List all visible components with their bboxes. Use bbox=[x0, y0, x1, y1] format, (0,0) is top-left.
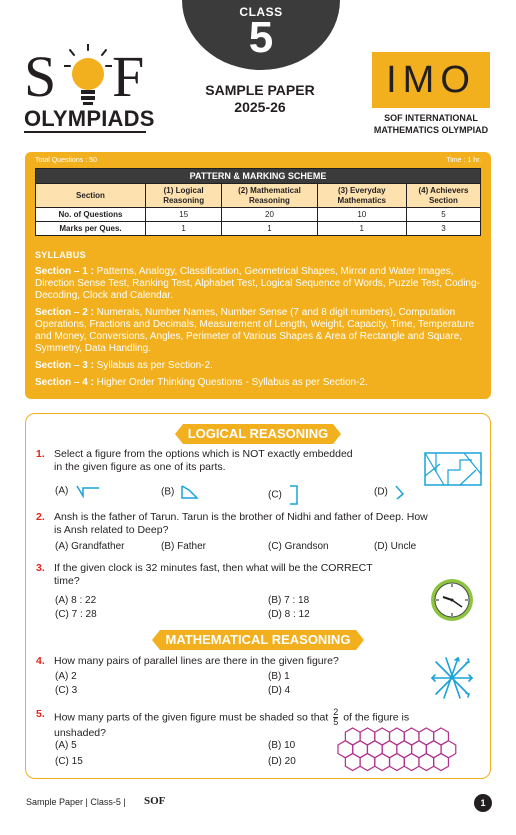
hexagon-cell bbox=[404, 754, 419, 771]
option-a[interactable]: (A) 2 bbox=[55, 671, 77, 682]
question-text bbox=[54, 511, 428, 537]
option-a[interactable] bbox=[55, 484, 101, 498]
syllabus-section-label: Section – 4 : bbox=[35, 377, 94, 388]
option-c[interactable]: (C) 3 bbox=[55, 685, 78, 696]
option-d[interactable]: (D) Uncle bbox=[374, 541, 417, 552]
fraction-numerator: 2 bbox=[333, 707, 339, 717]
question-line: If the given clock is 32 minutes fast, then what will be the CORRECT bbox=[54, 562, 373, 574]
page-number: 1 bbox=[474, 794, 492, 812]
option-label: (C) bbox=[268, 489, 282, 501]
hexagon-cell bbox=[375, 754, 390, 771]
question-number: 1. bbox=[36, 448, 45, 460]
option-c[interactable]: (C) 7 : 28 bbox=[55, 609, 97, 620]
table-row bbox=[36, 222, 481, 236]
table-cell: 1 bbox=[222, 222, 317, 236]
syllabus-heading: SYLLABUS bbox=[35, 250, 86, 260]
question-line: in the given figure as one of its parts. bbox=[54, 461, 226, 473]
shape-option-b-icon bbox=[179, 484, 199, 500]
hexagon-cell bbox=[345, 754, 360, 771]
question-number: 2. bbox=[36, 511, 45, 523]
table-cell: 10 bbox=[317, 208, 406, 222]
hexagon-cell bbox=[419, 754, 434, 771]
sof-logo-f: F bbox=[112, 44, 145, 109]
shape-option-c-icon bbox=[287, 484, 301, 506]
imo-subtitle-line2: MATHEMATICS OLYMPIAD bbox=[373, 125, 489, 135]
class-badge bbox=[182, 0, 340, 70]
syllabus bbox=[35, 249, 481, 394]
syllabus-section-text: Patterns, Analogy, Classification, Geometrical Shapes, Mirror and Water Images, Direction Sense Test, Ranking Test, Alphabet Test, Logical Sequence of Words, Puzzle Test, Coding-Decoding, Clock and Calendar. bbox=[35, 266, 480, 301]
question-line: is Ansh related to Deep? bbox=[54, 524, 169, 536]
syllabus-section-label: Section – 2 : bbox=[35, 307, 94, 318]
exam-time: Time : 1 hr. bbox=[446, 157, 481, 164]
table-title: PATTERN & MARKING SCHEME bbox=[36, 169, 481, 184]
syllabus-section-text: Higher Order Thinking Questions - Syllabus as per Section-2. bbox=[93, 377, 368, 388]
question-text bbox=[54, 448, 353, 474]
arrows-figure-icon bbox=[428, 654, 476, 702]
option-b[interactable]: (B) 10 bbox=[268, 740, 296, 751]
hexagon-cell bbox=[390, 754, 405, 771]
question-line: of the figure is bbox=[343, 711, 410, 724]
table-header: Section bbox=[36, 184, 146, 208]
question-number: 3. bbox=[36, 562, 45, 574]
table-cell: Marks per Ques. bbox=[36, 222, 146, 236]
option-label: (A) bbox=[55, 485, 69, 497]
question-line: Ansh is the father of Tarun. Tarun is the brother of Nidhi and father of Deep. How bbox=[54, 511, 428, 523]
table-cell: No. of Questions bbox=[36, 208, 146, 222]
table-header: (2) Mathematical Reasoning bbox=[222, 184, 317, 208]
option-d[interactable]: (D) 4 bbox=[268, 685, 291, 696]
paper-title bbox=[190, 82, 330, 116]
syllabus-section-3 bbox=[35, 360, 481, 372]
hexagon-cell bbox=[360, 754, 375, 771]
questions-panel bbox=[25, 413, 491, 779]
paper-year: 2025-26 bbox=[234, 99, 286, 115]
shape-option-a-icon bbox=[75, 484, 101, 498]
embedded-figure-icon bbox=[424, 452, 482, 486]
question-line: Select a figure from the options which is NOT exactly embedded bbox=[54, 448, 353, 460]
paper-title-text: SAMPLE PAPER bbox=[205, 82, 315, 98]
bulb-icon bbox=[64, 44, 112, 108]
question-line: time? bbox=[54, 575, 80, 587]
option-c[interactable]: (C) Grandson bbox=[268, 541, 329, 552]
option-label: (D) bbox=[374, 486, 388, 498]
sof-logo-underline bbox=[24, 131, 146, 133]
question-text: How many pairs of parallel lines are there in the given figure? bbox=[54, 655, 339, 667]
table-cell: 15 bbox=[146, 208, 222, 222]
hexagon-grid-figure bbox=[336, 726, 484, 780]
class-number: 5 bbox=[248, 13, 274, 62]
class-label: CLASS bbox=[239, 5, 283, 19]
option-label: (B) bbox=[161, 486, 175, 498]
table-cell: 3 bbox=[406, 222, 480, 236]
option-d[interactable]: (D) 20 bbox=[268, 756, 296, 767]
syllabus-section-text: Syllabus as per Section-2. bbox=[93, 360, 213, 371]
shape-option-d-icon bbox=[393, 484, 409, 500]
question-text bbox=[54, 562, 373, 588]
option-c[interactable]: (C) 15 bbox=[55, 756, 83, 767]
syllabus-section-label: Section – 1 : bbox=[35, 266, 94, 277]
sof-olympiads-logo bbox=[24, 30, 155, 134]
option-b[interactable]: (B) Father bbox=[161, 541, 207, 552]
option-a[interactable]: (A) 8 : 22 bbox=[55, 595, 97, 606]
table-cell: 1 bbox=[317, 222, 406, 236]
question-line: How many parts of the given figure must be shaded so that bbox=[54, 711, 329, 724]
section-banner-logical bbox=[183, 424, 333, 444]
question-number: 5. bbox=[36, 708, 45, 720]
footer-brand: SOF bbox=[144, 795, 166, 807]
option-d[interactable] bbox=[374, 484, 409, 500]
sof-logo-s: S bbox=[24, 44, 57, 109]
table-cell: 1 bbox=[146, 222, 222, 236]
total-questions: Total Questions : 50 bbox=[35, 157, 97, 164]
imo-logo-text: IMO bbox=[386, 59, 476, 101]
option-b[interactable]: (B) 1 bbox=[268, 671, 290, 682]
option-d[interactable]: (D) 8 : 12 bbox=[268, 609, 310, 620]
table-cell: 5 bbox=[406, 208, 480, 222]
option-a[interactable]: (A) Grandfather bbox=[55, 541, 125, 552]
syllabus-section-2 bbox=[35, 307, 481, 355]
table-header: (3) Everyday Mathematics bbox=[317, 184, 406, 208]
option-b[interactable]: (B) 7 : 18 bbox=[268, 595, 310, 606]
table-header: (4) Achievers Section bbox=[406, 184, 480, 208]
imo-subtitle-line1: SOF INTERNATIONAL bbox=[384, 113, 478, 123]
syllabus-section-4 bbox=[35, 377, 481, 389]
imo-logo bbox=[372, 52, 490, 108]
option-c[interactable] bbox=[268, 484, 301, 506]
section-title: LOGICAL REASONING bbox=[187, 426, 329, 441]
footer-text: Sample Paper | Class-5 | bbox=[26, 797, 126, 807]
table-header: (1) Logical Reasoning bbox=[146, 184, 222, 208]
option-a[interactable]: (A) 5 bbox=[55, 740, 77, 751]
table-row bbox=[36, 208, 481, 222]
section-banner-mathematical bbox=[160, 630, 356, 650]
pattern-syllabus-panel bbox=[25, 152, 491, 399]
marking-scheme-table bbox=[35, 168, 481, 236]
table-cell: 20 bbox=[222, 208, 317, 222]
clock-icon bbox=[430, 578, 474, 622]
question-number: 4. bbox=[36, 655, 45, 667]
syllabus-section-text: Numerals, Number Names, Number Sense (7 and 8 digit numbers), Computation Operations, Fractions and Decimals, Measurement of Length, Weight, Capacity, Time, Temperature and Money, Conversions, Angles, Perimeter of Various Shapes & Area of Rectangle and Square, Symmetry, Data Handling. bbox=[35, 307, 475, 354]
question-line: unshaded? bbox=[54, 727, 106, 739]
hexagon-cell bbox=[434, 754, 449, 771]
sof-logo-subtitle: OLYMPIADS bbox=[24, 106, 155, 131]
fraction bbox=[333, 708, 338, 727]
syllabus-section-1 bbox=[35, 266, 481, 302]
option-b[interactable] bbox=[161, 484, 199, 500]
imo-subtitle bbox=[360, 112, 502, 136]
section-title: MATHEMATICAL REASONING bbox=[165, 632, 351, 647]
fraction-denominator: 5 bbox=[333, 717, 339, 727]
syllabus-section-label: Section – 3 : bbox=[35, 360, 94, 371]
